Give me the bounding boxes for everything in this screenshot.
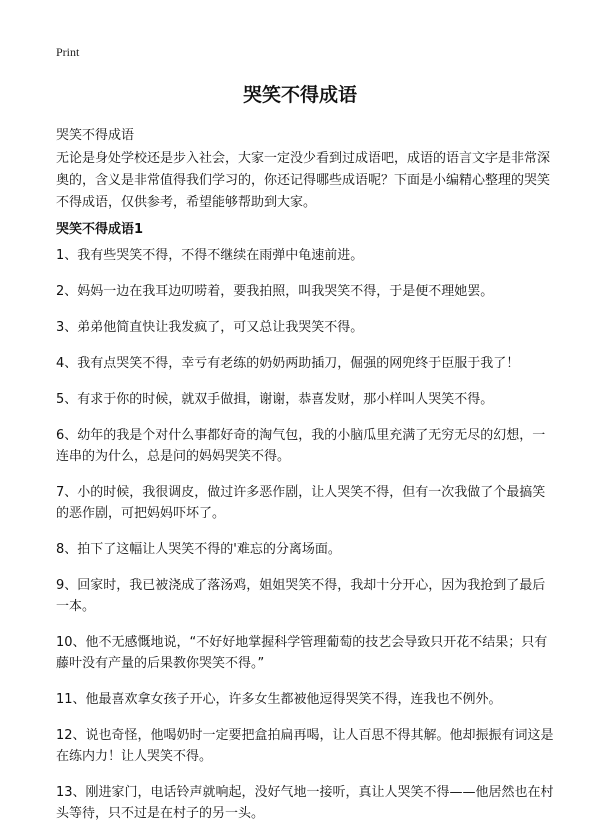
example-sentence: 2、妈妈一边在我耳边叨唠着，要我拍照，叫我哭笑不得，于是便不理她罢。	[56, 284, 494, 299]
example-sentence-list	[56, 245, 554, 839]
example-sentence: 8、拍下了这幅让人哭笑不得的'难忘的分离场面。	[56, 542, 341, 557]
example-sentence: 3、弟弟他简直快让我发疯了，可又总让我哭笑不得。	[56, 320, 364, 335]
example-sentence: 7、小的时候，我很调皮，做过许多恶作剧，让人哭笑不得，但有一次我做了个最搞笑的恶作剧，可把妈妈吓坏了。	[56, 485, 546, 521]
example-sentence: 9、回家时，我已被浇成了落汤鸡，姐姐哭笑不得，我却十分开心，因为我抢到了最后一本。	[56, 578, 546, 614]
example-sentence: 10、他不无感慨地说，“不好好地掌握科学管理葡萄的技艺会导致只开花不结果；只有藤叶没有产量的后果教你哭笑不得。”	[56, 635, 548, 671]
example-sentence: 1、我有些哭笑不得，不得不继续在雨弹中龟速前进。	[56, 248, 364, 263]
print-label: Print	[56, 45, 80, 59]
example-sentence: 6、幼年的我是个对什么事都好奇的淘气包，我的小脑瓜里充满了无穷无尽的幻想，一连串的为什么，总是问的妈妈哭笑不得。	[56, 428, 546, 464]
intro-paragraph: 无论是身处学校还是步入社会，大家一定没少看到过成语吧，成语的语言文字是非常深奥的，含义是非常值得我们学习的，你还记得哪些成语呢？下面是小编精心整理的哭笑不得成语，仅供参考，希望能够帮助到大家。	[56, 151, 551, 210]
example-sentence: 4、我有点哭笑不得，幸亏有老练的奶奶两助插刀，倔强的网兜终于臣服于我了！	[56, 356, 520, 371]
article-subtitle: 哭笑不得成语	[56, 128, 135, 143]
example-sentence: 11、他最喜欢拿女孩子开心，许多女生都被他逗得哭笑不得，连我也不例外。	[56, 692, 502, 707]
example-sentence: 13、刚进家门，电话铃声就响起，没好气地一接听，真让人哭笑不得——他居然也在村头等待，只不过是在村子的另一头。	[56, 785, 554, 821]
example-sentence: 12、说也奇怪，他喝奶时一定要把盒拍扁再喝，让人百思不得其解。他却振振有词这是在练内力！让人哭笑不得。	[56, 728, 554, 764]
article-title: 哭笑不得成语	[242, 84, 357, 106]
section-heading: 哭笑不得成语1	[56, 222, 144, 237]
example-sentence: 5、有求于你的时候，就双手做揖，谢谢，恭喜发财，那小样叫人哭笑不得。	[56, 392, 494, 407]
